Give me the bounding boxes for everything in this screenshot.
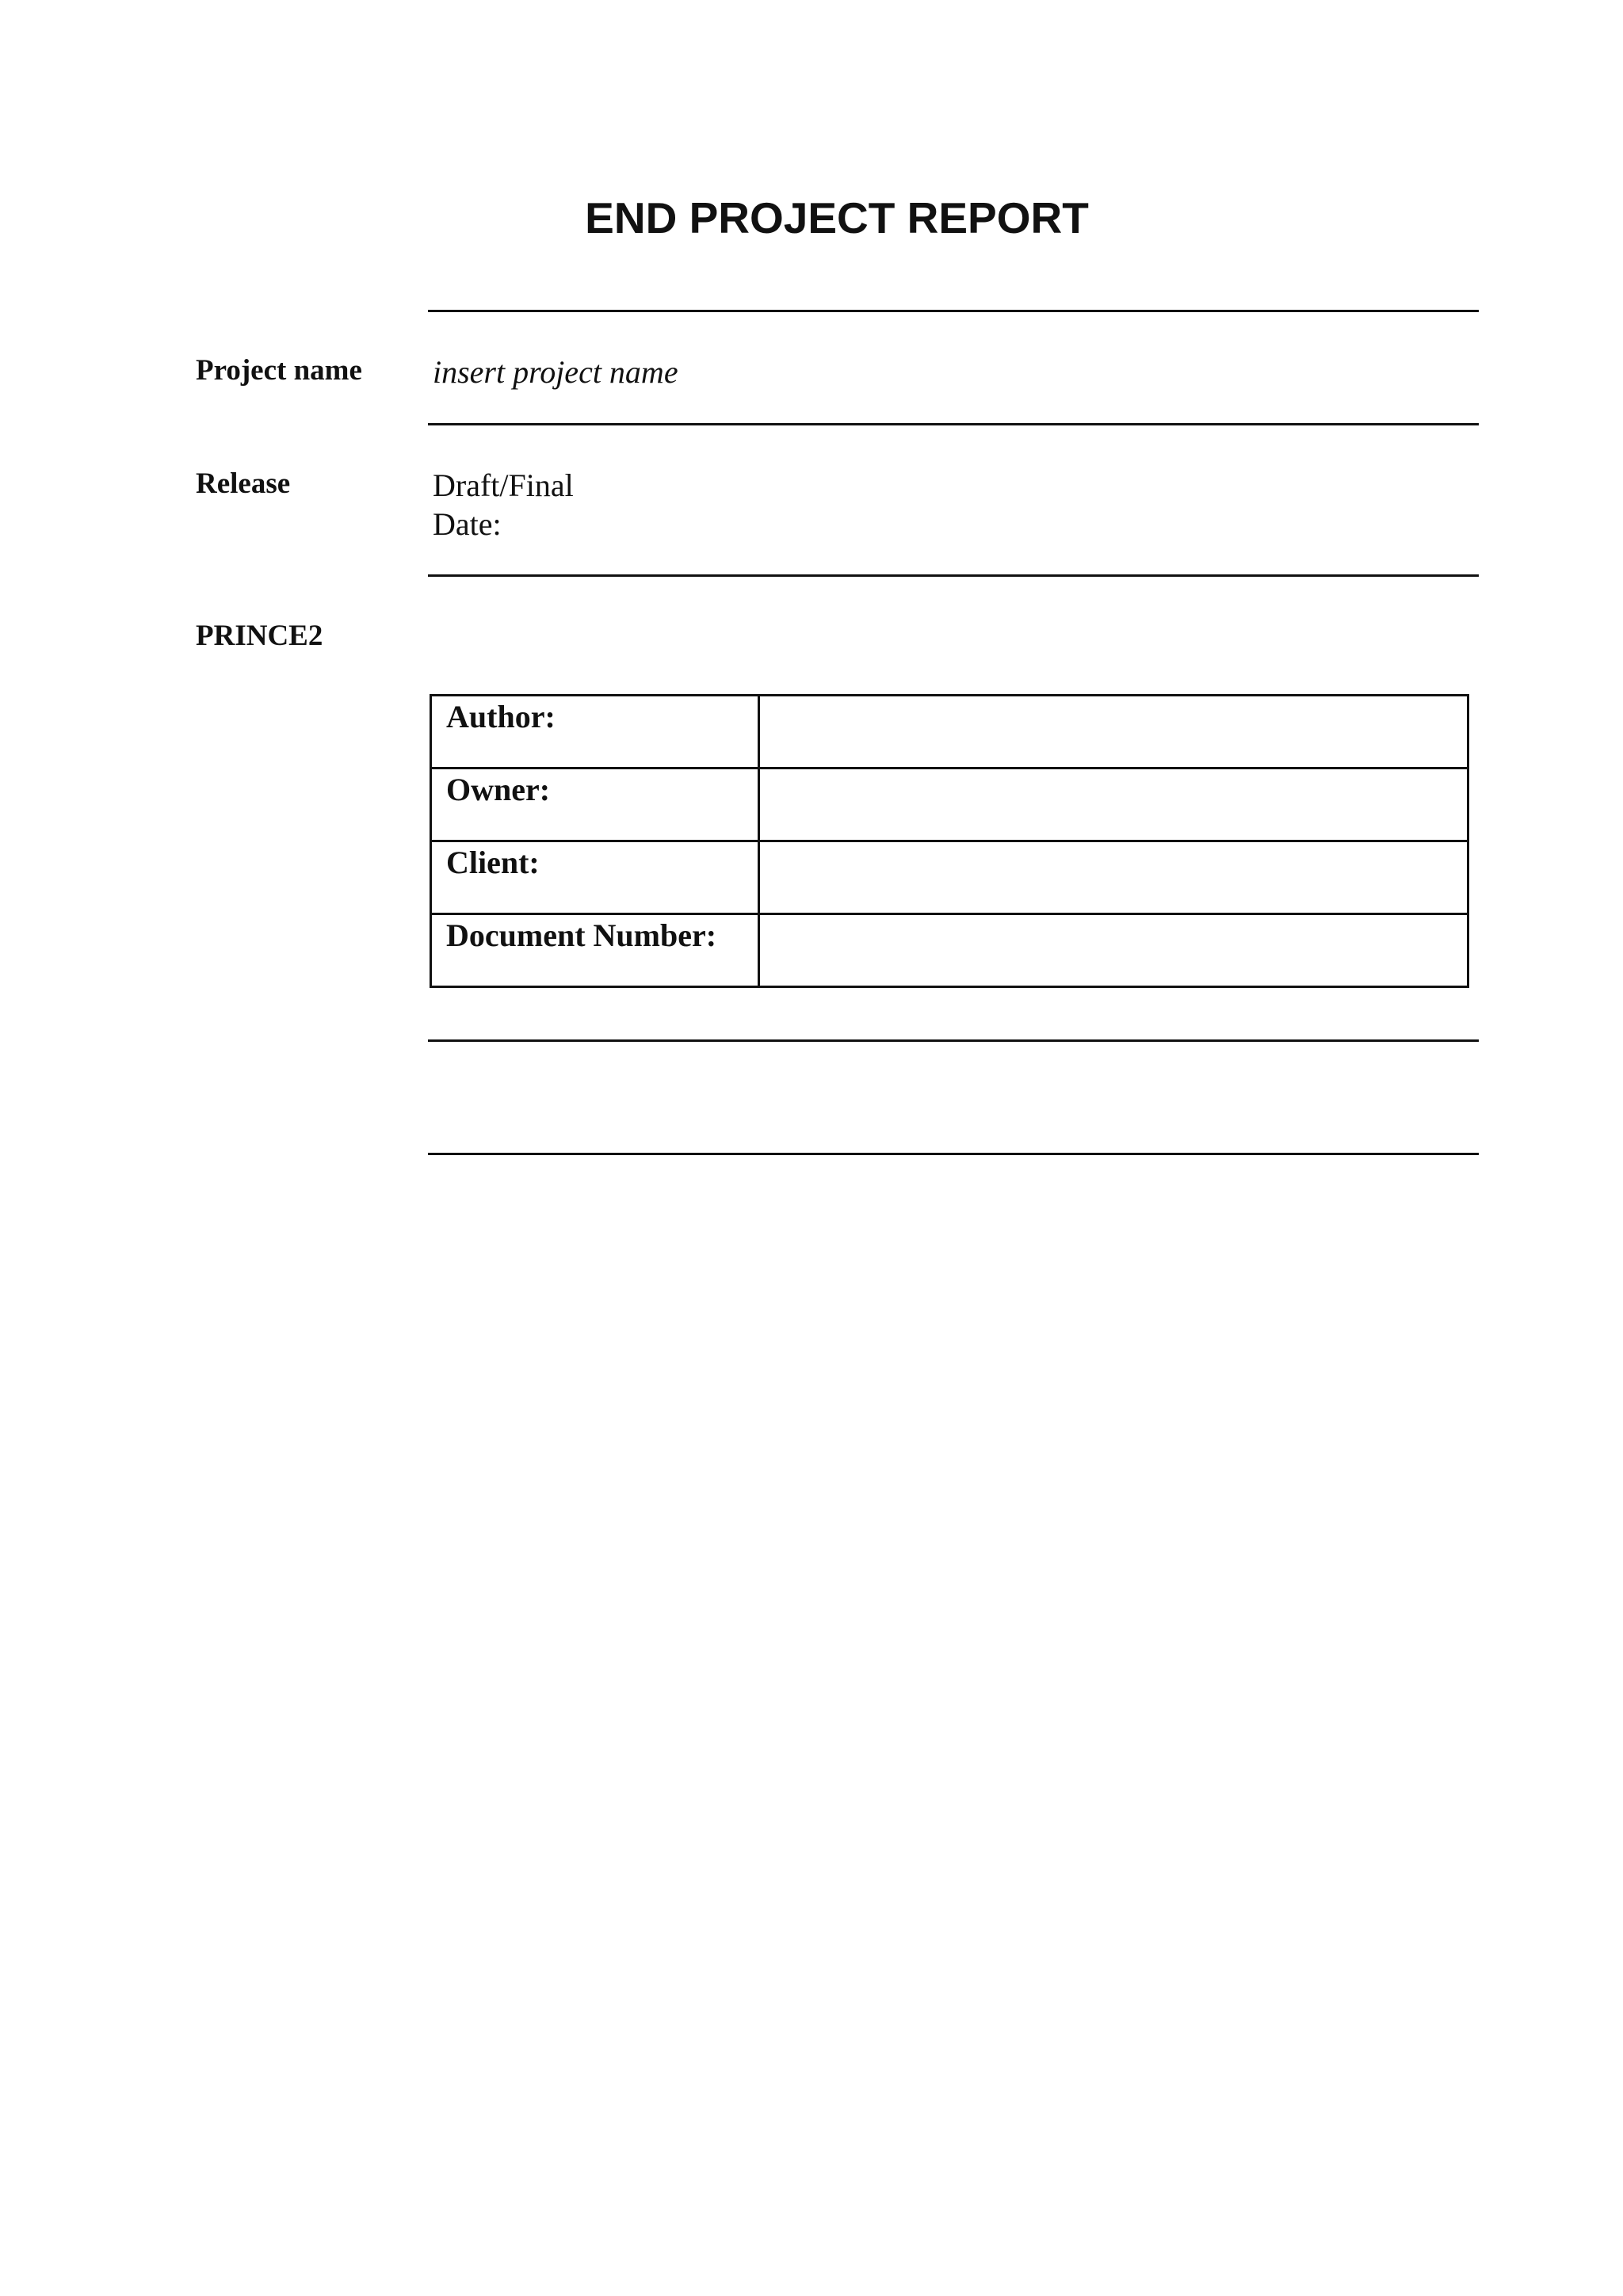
owner-value bbox=[759, 769, 1468, 841]
project-name-value: insert project name bbox=[433, 354, 678, 390]
client-label: Client: bbox=[431, 841, 759, 914]
author-value bbox=[759, 696, 1468, 769]
table-row bbox=[431, 769, 1468, 841]
methodology-label: PRINCE2 bbox=[196, 620, 323, 652]
divider-rule bbox=[428, 574, 1479, 577]
divider-rule bbox=[428, 1153, 1479, 1155]
document-number-label: Document Number: bbox=[431, 914, 759, 987]
client-value bbox=[759, 841, 1468, 914]
table-row bbox=[431, 841, 1468, 914]
release-label: Release bbox=[196, 467, 291, 500]
page-title: END PROJECT REPORT bbox=[585, 193, 1089, 242]
divider-rule bbox=[428, 423, 1479, 425]
owner-label: Owner: bbox=[431, 769, 759, 841]
date-label: Date: bbox=[433, 506, 502, 542]
project-name-label: Project name bbox=[196, 354, 362, 387]
author-label: Author: bbox=[431, 696, 759, 769]
document-number-value bbox=[759, 914, 1468, 987]
divider-rule bbox=[428, 310, 1479, 312]
divider-rule bbox=[428, 1039, 1479, 1042]
document-info-table bbox=[430, 694, 1469, 988]
table-row bbox=[431, 696, 1468, 769]
release-value: Draft/Final bbox=[433, 467, 574, 503]
table-row bbox=[431, 914, 1468, 987]
